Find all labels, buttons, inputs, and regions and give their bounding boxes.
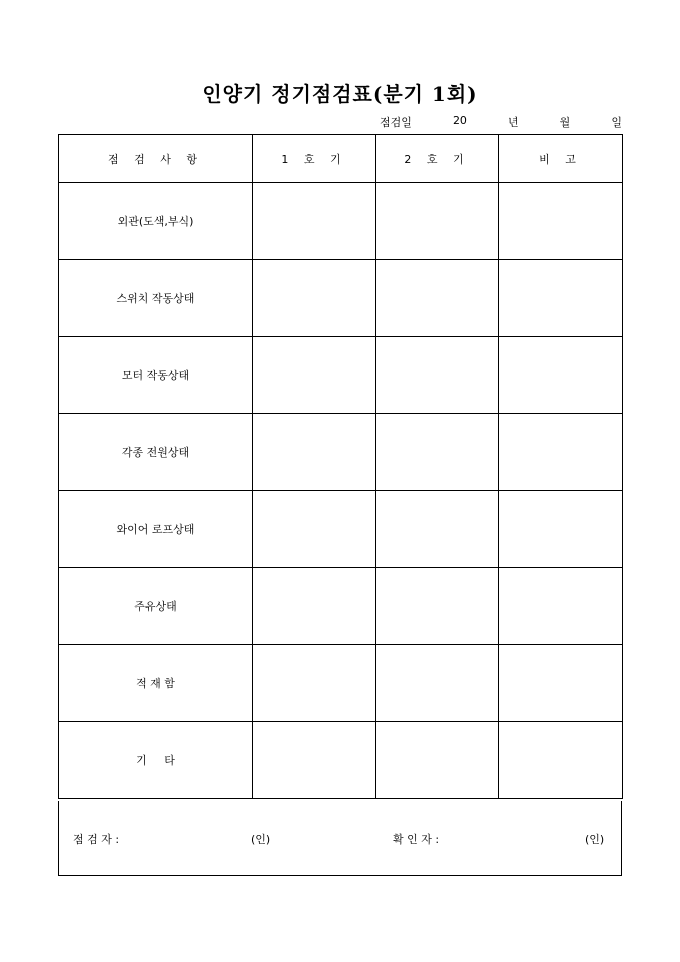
unit-2-cell[interactable]	[376, 491, 499, 568]
page-title: 인양기 정기점검표(분기 1회)	[202, 82, 478, 106]
row-label: 주유상태	[59, 568, 253, 645]
unit-2-cell[interactable]	[376, 645, 499, 722]
row-label: 스위치 작동상태	[59, 260, 253, 337]
header-inspection-item: 점 검 사 항	[59, 135, 253, 183]
remarks-cell[interactable]	[499, 491, 623, 568]
unit-1-cell[interactable]	[253, 414, 376, 491]
unit-2-cell[interactable]	[376, 337, 499, 414]
table-row	[59, 414, 623, 491]
inspection-table	[58, 134, 623, 799]
remarks-cell[interactable]	[499, 645, 623, 722]
header-remarks: 비 고	[499, 135, 623, 183]
header-unit-1: 1 호 기	[253, 135, 376, 183]
inspection-date-label: 점검일	[380, 116, 412, 129]
remarks-cell[interactable]	[499, 260, 623, 337]
confirmer-seal[interactable]: (인)	[585, 833, 605, 846]
row-label: 외관(도색,부식)	[59, 183, 253, 260]
month-unit: 월	[559, 116, 571, 129]
remarks-cell[interactable]	[499, 337, 623, 414]
unit-2-cell[interactable]	[376, 722, 499, 799]
table-row	[59, 645, 623, 722]
remarks-cell[interactable]	[499, 722, 623, 799]
inspector-seal[interactable]: (인)	[251, 833, 271, 846]
unit-2-cell[interactable]	[376, 183, 499, 260]
year-prefix: 20	[452, 114, 467, 127]
inspection-date-line	[380, 114, 622, 130]
unit-2-cell[interactable]	[376, 568, 499, 645]
table-row	[59, 337, 623, 414]
unit-1-cell[interactable]	[253, 645, 376, 722]
confirmer-label: 확 인 자 :	[393, 833, 440, 846]
unit-2-cell[interactable]	[376, 260, 499, 337]
table-row	[59, 491, 623, 568]
remarks-cell[interactable]	[499, 414, 623, 491]
unit-1-cell[interactable]	[253, 568, 376, 645]
unit-1-cell[interactable]	[253, 722, 376, 799]
unit-1-cell[interactable]	[253, 491, 376, 568]
row-label: 적 재 함	[59, 645, 253, 722]
year-unit: 년	[507, 116, 519, 129]
table-row	[59, 722, 623, 799]
remarks-cell[interactable]	[499, 568, 623, 645]
row-label: 기 타	[59, 722, 253, 799]
table-row	[59, 568, 623, 645]
table-header-row	[59, 135, 623, 183]
table-row	[59, 260, 623, 337]
unit-1-cell[interactable]	[253, 337, 376, 414]
signature-footer	[58, 801, 622, 876]
unit-2-cell[interactable]	[376, 414, 499, 491]
header-unit-2: 2 호 기	[376, 135, 499, 183]
row-label: 모터 작동상태	[59, 337, 253, 414]
remarks-cell[interactable]	[499, 183, 623, 260]
unit-1-cell[interactable]	[253, 260, 376, 337]
row-label: 각종 전원상태	[59, 414, 253, 491]
unit-1-cell[interactable]	[253, 183, 376, 260]
row-label: 와이어 로프상태	[59, 491, 253, 568]
table-row	[59, 183, 623, 260]
day-unit: 일	[611, 116, 622, 129]
inspector-label: 점 검 자 :	[73, 833, 120, 846]
